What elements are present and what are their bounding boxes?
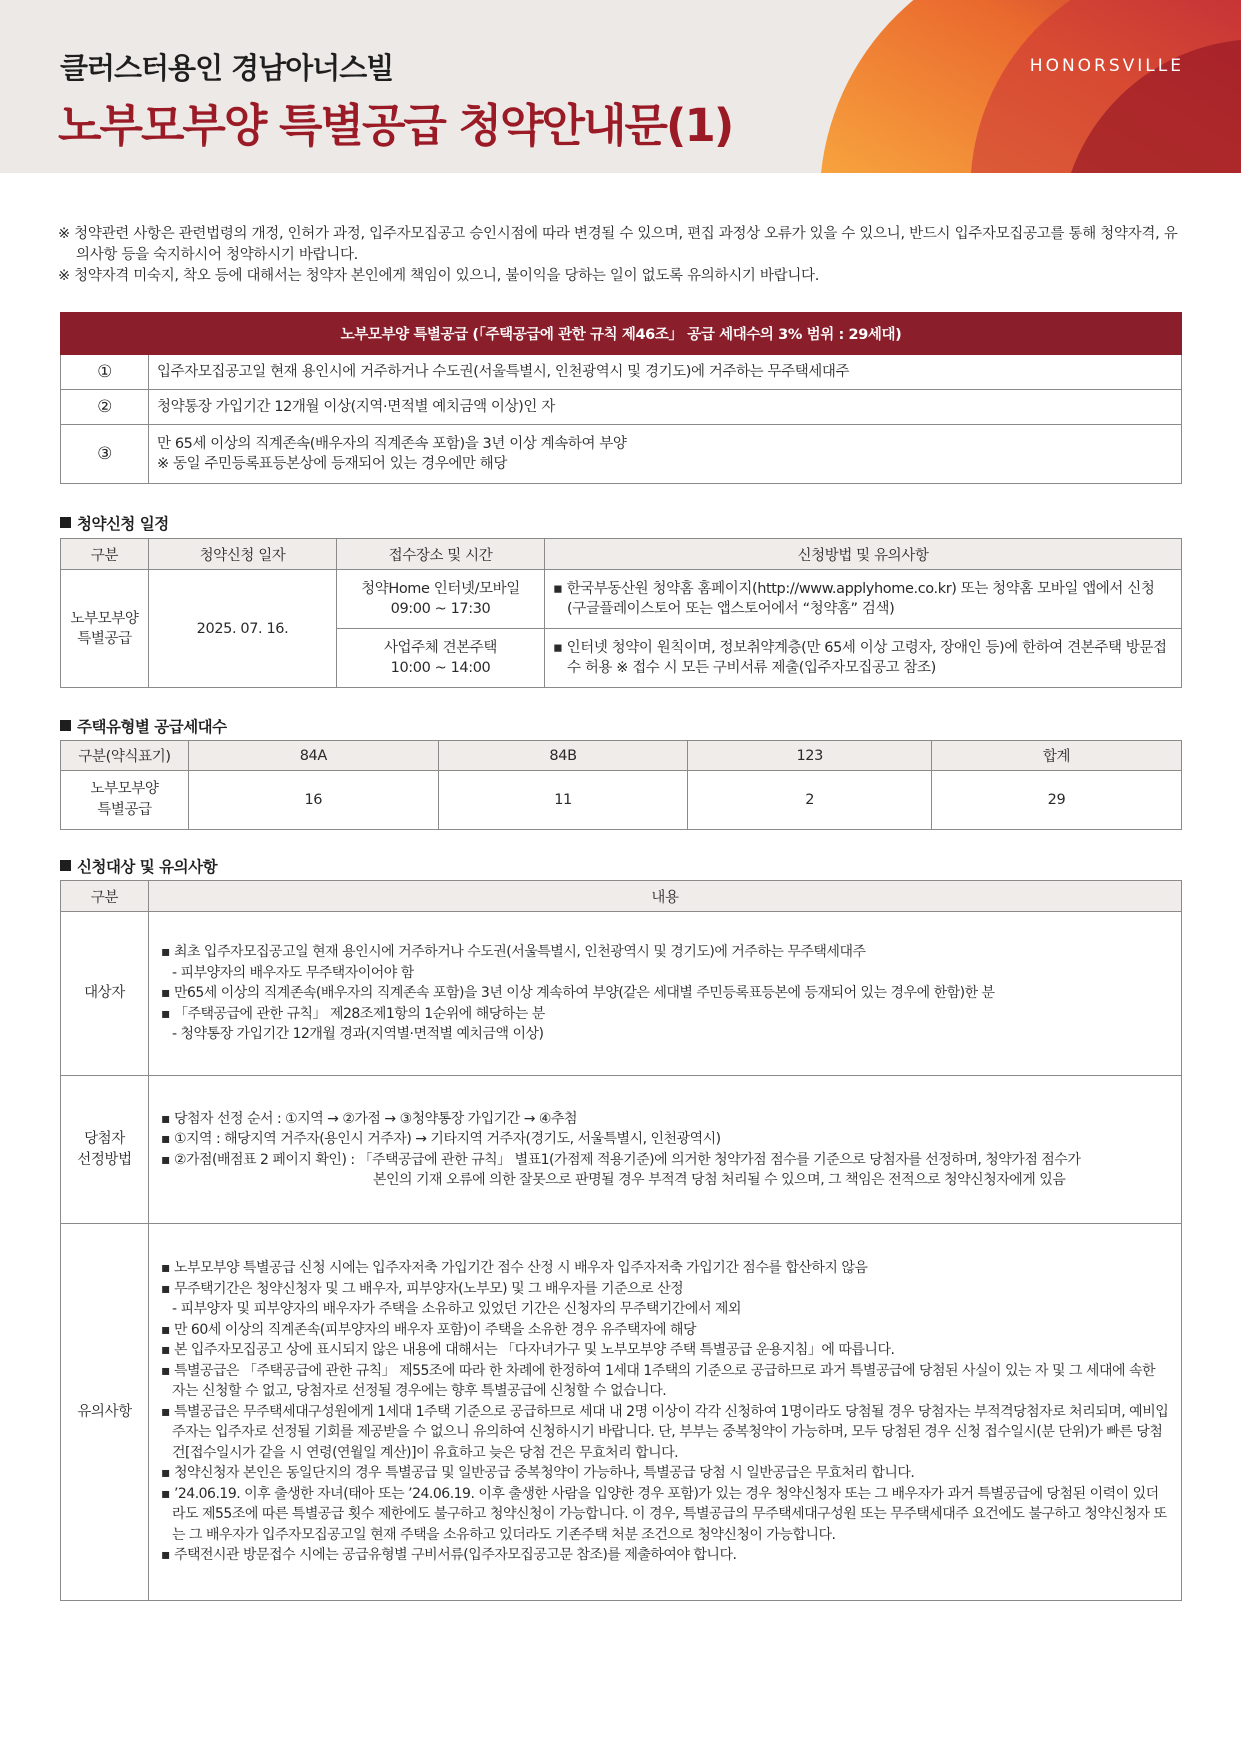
schedule-section-title: 청약신청 일정 — [60, 512, 169, 534]
notes-table — [60, 880, 1182, 1601]
schedule-place: 청약Home 인터넷/모바일 — [361, 581, 520, 597]
notice-block — [58, 224, 1188, 287]
schedule-date: 2025. 07. 16. — [149, 570, 337, 688]
notes-section-title: 신청대상 및 유의사항 — [60, 855, 217, 877]
notes-content-target — [149, 912, 1182, 1076]
schedule-header: 구분 — [61, 539, 149, 570]
notice-line: ※ 청약관련 사항은 관련법령의 개정, 인허가 과정, 입주자모집공고 승인시점에 따라 변경될 수 있으며, 편집 과정상 오류가 있을 수 있으니, 반드시 입주자모집공고를 통해 청약자격, 유의사항 등을 숙지하시어 청약하시기 바랍니다. — [58, 226, 1178, 263]
schedule-method-cell — [545, 570, 1182, 629]
square-bullet-icon — [60, 517, 71, 528]
notes-line: ▪ 본 입주자모집공고 상에 표시되지 않은 내용에 대해서는 「다자녀가구 및 노부모부양 주택 특별공급 운용지침」에 따릅니다. — [161, 1342, 895, 1359]
schedule-time: 10:00 ~ 14:00 — [390, 660, 491, 676]
schedule-category: 노부모부양 특별공급 — [61, 570, 149, 688]
supply-header: 합계 — [931, 741, 1181, 771]
notes-line: ▪ 노부모부양 특별공급 신청 시에는 입주자저축 가입기간 점수 산정 시 배우자 입주자저축 가입기간 점수를 합산하지 않음 — [161, 1260, 868, 1277]
schedule-header: 접수장소 및 시간 — [337, 539, 545, 570]
eligibility-text: 만 65세 이상의 직계존속(배우자의 직계존속 포함)을 3년 이상 계속하여 부양 — [157, 436, 627, 452]
notes-line: - 피부양자 및 피부양자의 배우자가 주택을 소유하고 있었던 기간은 신청자의 무주택기간에서 제외 — [172, 1301, 741, 1318]
notes-content-selection — [149, 1076, 1182, 1224]
notes-line: 본인의 기재 오류에 의한 잘못으로 판명될 경우 부적격 당첨 처리될 수 있으며, 그 책임은 전적으로 청약신청자에게 있음 — [373, 1172, 1066, 1188]
schedule-time: 09:00 ~ 17:30 — [390, 601, 491, 617]
notes-line: ▪ ①지역 : 해당지역 거주자(용인시 거주자) → 기타지역 거주자(경기도, 서울특별시, 인천광역시) — [161, 1131, 721, 1147]
notes-category: 대상자 — [61, 912, 149, 1076]
eligibility-text: 입주자모집공고일 현재 용인시에 거주하거나 수도권(서울특별시, 인천광역시 및 경기도)에 거주하는 무주택세대주 — [149, 355, 1182, 390]
brand-decoration — [821, 0, 1241, 173]
notes-line: ▪ 당첨자 선정 순서 : ①지역 → ②가점 → ③청약통장 가입기간 → ④추첨 — [161, 1110, 578, 1127]
supply-header: 84B — [438, 741, 688, 771]
schedule-place-cell — [337, 629, 545, 688]
supply-row-label: 노부모부양 특별공급 — [61, 771, 189, 830]
schedule-method: ▪ 한국부동산원 청약홈 홈페이지(http://www.applyhome.co.kr) 또는 청약홈 모바일 앱에서 신청(구글플레이스토어 또는 앱스토어에서 “청약홈” 검색) — [553, 581, 1155, 617]
notes-line: - 청약통장 가입기간 12개월 경과(지역별·면적별 예치금액 이상) — [172, 1026, 544, 1043]
schedule-place: 사업주체 견본주택 — [383, 640, 498, 656]
notes-line: ▪ 무주택기간은 청약신청자 및 그 배우자, 피부양자(노부모) 및 그 배우자를 기준으로 산정 — [161, 1280, 684, 1297]
notes-line: ▪ 「주택공급에 관한 규칙」 제28조제1항의 1순위에 해당하는 분 — [161, 1005, 545, 1022]
eligibility-num: ② — [61, 390, 149, 425]
notes-line: ▪ 만65세 이상의 직계존속(배우자의 직계존속 포함)을 3년 이상 계속하여 부양(같은 세대별 주민등록표등본에 등재되어 있는 경우에 한함)한 분 — [161, 985, 995, 1002]
square-bullet-icon — [60, 720, 71, 731]
notes-line: ▪ ②가점(배점표 2 페이지 확인) : 「주택공급에 관한 규칙」 별표1(가점제 적용기준)에 의거한 청약가점 점수를 기준으로 당첨자를 선정하며, 청약가점 점수가 — [161, 1151, 1081, 1168]
supply-table — [60, 740, 1182, 830]
notes-line: ▪ ’24.06.19. 이후 출생한 자녀(태아 또는 ’24.06.19. 이후 출생한 사람을 입양한 경우 포함)가 있는 경우 청약신청자 또는 그 배우자가 과거 특별공급에 당첨된 이력이 있더라도 제55조에 따른 특별공급 횟수 제한에도 불구하고 청약신청이 가능합니다. 이 경우, 특별공급의 무주택세대구성원 또는 무주택세대주 요건에도 불구하고 청약신청자 또는 그 배우자가 입주자모집공고일 현재 주택을 소유하고 있더라도 기존주택 처분 조건으로 청약신청이 가능합니다. — [161, 1485, 1167, 1543]
eligibility-num: ③ — [61, 425, 149, 484]
page-subtitle: 클러스터용인 경남아너스빌 — [60, 51, 394, 85]
page-header — [0, 0, 1241, 173]
notes-header: 구분 — [61, 881, 149, 912]
notes-line: ▪ 특별공급은 무주택세대구성원에게 1세대 1주택 기준으로 공급하므로 세대 내 2명 이상이 각각 신청하여 1명이라도 당첨될 경우 당첨자는 부적격당첨자로 처리되며, 예비입주자는 입주자로 선정될 기회를 제공받을 수 없으니 유의하여 신청하시기 바랍니다. 단, 부부는 중복청약이 가능하며, 모두 당첨된 경우 신청 접수일시(분 단위)가 빠른 당첨 건[접수일시가 같을 시 연령(연월일 계산)]이 유효하고 늦은 당첨 건은 무효처리 합니다. — [161, 1403, 1169, 1461]
schedule-method: ▪ 인터넷 청약이 원칙이며, 정보취약계층(만 65세 이상 고령자, 장애인 등)에 한하여 견본주택 방문접수 허용 ※ 접수 시 모든 구비서류 제출(입주자모집공고 참조) — [553, 640, 1167, 676]
schedule-header: 신청방법 및 유의사항 — [545, 539, 1182, 570]
supply-header: 구분(약식표기) — [61, 741, 189, 771]
supply-section-title: 주택유형별 공급세대수 — [60, 715, 227, 737]
notice-line: ※ 청약자격 미숙지, 착오 등에 대해서는 청약자 본인에게 책임이 있으니, 불이익을 당하는 일이 없도록 유의하시기 바랍니다. — [58, 268, 820, 284]
notes-line: ▪ 만 60세 이상의 직계존속(피부양자의 배우자 포함)이 주택을 소유한 경우 유주택자에 해당 — [161, 1321, 697, 1338]
supply-value: 11 — [438, 771, 688, 830]
supply-header: 123 — [688, 741, 932, 771]
notes-content-caution — [149, 1224, 1182, 1601]
eligibility-table — [60, 312, 1182, 484]
square-bullet-icon — [60, 860, 71, 871]
notes-line: ▪ 특별공급은 「주택공급에 관한 규칙」 제55조에 따라 한 차례에 한정하여 1세대 1주택의 기준으로 공급하므로 과거 특별공급에 당첨된 사실이 있는 자 및 그 세대에 속한 자는 신청할 수 없고, 당첨자로 선정될 경우에는 향후 특별공급에 신청할 수 없습니다. — [161, 1362, 1156, 1400]
eligibility-num: ① — [61, 355, 149, 390]
schedule-header: 청약신청 일자 — [149, 539, 337, 570]
supply-header: 84A — [189, 741, 439, 771]
eligibility-note: ※ 동일 주민등록표등본상에 등재되어 있는 경우에만 해당 — [157, 456, 507, 472]
page-title: 노부모부양 특별공급 청약안내문(1) — [58, 99, 733, 152]
schedule-table — [60, 538, 1182, 688]
eligibility-header: 노부모부양 특별공급 (「주택공급에 관한 규칙 제46조」 공급 세대수의 3% 범위 : 29세대) — [61, 313, 1182, 355]
schedule-place-cell — [337, 570, 545, 629]
notes-line: ▪ 청약신청자 본인은 동일단지의 경우 특별공급 및 일반공급 중복청약이 가능하나, 특별공급 당첨 시 일반공급은 무효처리 합니다. — [161, 1465, 915, 1482]
brand-logo: HONORSVILLE — [1029, 56, 1184, 76]
supply-value: 2 — [688, 771, 932, 830]
notes-header: 내용 — [149, 881, 1182, 912]
notes-line: ▪ 최초 입주자모집공고일 현재 용인시에 거주하거나 수도권(서울특별시, 인천광역시 및 경기도)에 거주하는 무주택세대주 — [161, 944, 866, 961]
eligibility-cell — [149, 425, 1182, 484]
supply-value: 29 — [931, 771, 1181, 830]
notes-category: 유의사항 — [61, 1224, 149, 1601]
notes-line: - 피부양자의 배우자도 무주택자이어야 함 — [172, 964, 414, 981]
eligibility-text: 청약통장 가입기간 12개월 이상(지역·면적별 예치금액 이상)인 자 — [149, 390, 1182, 425]
supply-value: 16 — [189, 771, 439, 830]
schedule-method-cell — [545, 629, 1182, 688]
notes-line: ▪ 주택전시관 방문접수 시에는 공급유형별 구비서류(입주자모집공고문 참조)를 제출하여야 합니다. — [161, 1547, 737, 1564]
notes-category: 당첨자 선정방법 — [61, 1076, 149, 1224]
